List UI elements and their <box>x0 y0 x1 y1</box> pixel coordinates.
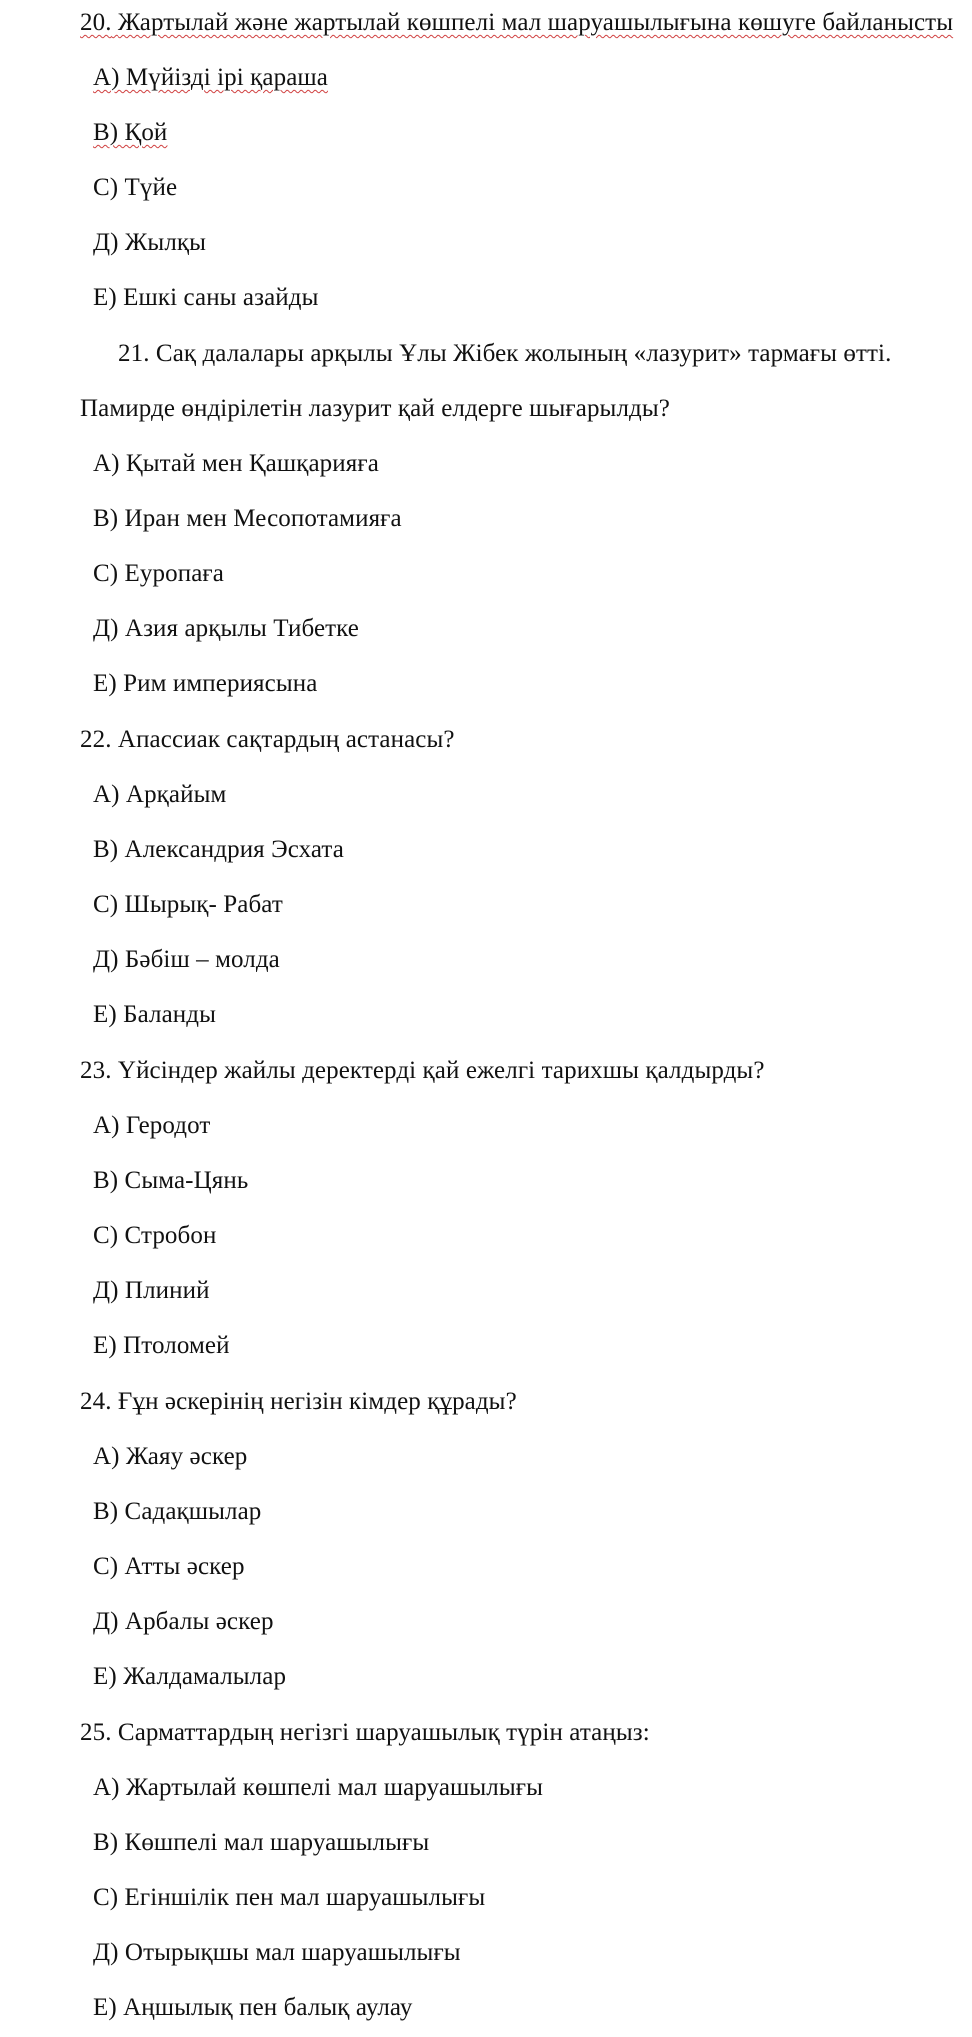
answer-option: С) Егіншілік пен мал шаруашылығы <box>93 1884 486 1911</box>
question-20-text <box>80 8 953 38</box>
answer-option: С) Түйе <box>93 174 178 201</box>
question-number: 23. <box>80 1057 112 1084</box>
answer-option: А) Арқайым <box>93 781 227 808</box>
question-24-text <box>80 1387 517 1417</box>
question-text: Сарматтардың негізгі шаруашылық түрін атаңыз: <box>117 1719 650 1746</box>
answer-option: В) Қой <box>93 119 168 146</box>
answer-option: В) Көшпелі мал шаруашылығы <box>93 1829 430 1856</box>
question-number: 22. <box>80 726 112 753</box>
question-text: Ғұн әскерінің негізін кімдер құрады? <box>117 1388 517 1415</box>
answer-option: Е) Птоломей <box>93 1332 230 1359</box>
question-text: Апассиак сақтардың астанасы? <box>117 726 455 753</box>
answer-option: Д) Бәбіш – молда <box>93 946 280 973</box>
question-number: 25. <box>80 1719 112 1746</box>
question-text: Сақ далалары арқылы Ұлы Жібек жолының «лазурит» тармағы өтті. <box>155 340 892 367</box>
answer-option: Е) Жалдамалылар <box>93 1663 287 1690</box>
question-21-continuation: Памирде өндірілетін лазурит қай елдерге шығарылды? <box>80 395 670 422</box>
answer-option: Д) Плиний <box>93 1277 210 1304</box>
question-21-text <box>118 339 891 369</box>
answer-option: А) Қытай мен Қашқарияға <box>93 450 379 477</box>
question-number: 20. <box>80 9 112 36</box>
answer-option: Е) Ешкі саны азайды <box>93 284 319 311</box>
answer-option: В) Иран мен Месопотамияға <box>93 505 402 532</box>
answer-option: А) Мүйізді ірі қараша <box>93 64 328 91</box>
question-number: 24. <box>80 1388 112 1415</box>
answer-option: Е) Рим империясына <box>93 670 318 697</box>
answer-option: Е) Аңшылық пен балық аулау <box>93 1994 413 2021</box>
answer-option: Е) Баланды <box>93 1001 216 1028</box>
answer-option: Д) Азия арқылы Тибетке <box>93 615 360 642</box>
answer-option: Д) Жылқы <box>93 229 207 256</box>
answer-option: С) Стробон <box>93 1222 217 1249</box>
answer-option: С) Еуропаға <box>93 560 224 587</box>
answer-option: Д) Арбалы әскер <box>93 1608 274 1635</box>
question-23-text <box>80 1056 765 1086</box>
question-text: Жартылай және жартылай көшпелі мал шаруашылығына көшуге байланысты <box>117 9 954 36</box>
answer-option: В) Садақшылар <box>93 1498 262 1525</box>
question-25-text <box>80 1718 650 1748</box>
answer-option: В) Сыма-Цянь <box>93 1167 249 1194</box>
answer-option: А) Жаяу әскер <box>93 1443 248 1470</box>
question-number: 21. <box>118 340 150 367</box>
answer-option: В) Александрия Эсхата <box>93 836 344 863</box>
answer-option: С) Шырық- Рабат <box>93 891 283 918</box>
answer-option: С) Атты әскер <box>93 1553 245 1580</box>
answer-option: А) Геродот <box>93 1112 211 1139</box>
answer-option: А) Жартылай көшпелі мал шаруашылығы <box>93 1774 543 1801</box>
question-text: Үйсіндер жайлы деректерді қай ежелгі тарихшы қалдырды? <box>117 1057 765 1084</box>
answer-option: Д) Отырықшы мал шаруашылығы <box>93 1939 461 1966</box>
question-22-text <box>80 725 455 755</box>
